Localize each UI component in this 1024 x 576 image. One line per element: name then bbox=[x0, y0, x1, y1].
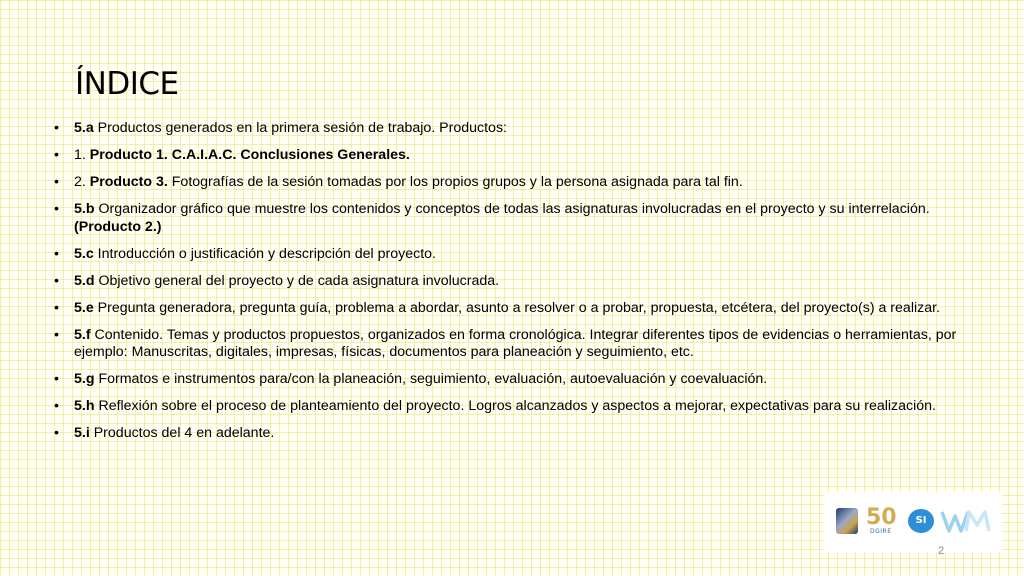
bullet-dot: • bbox=[54, 326, 59, 343]
list-item bbox=[54, 120, 984, 138]
bullet-dot: • bbox=[54, 398, 59, 414]
list-item bbox=[54, 246, 984, 264]
item-number: 5.b bbox=[74, 201, 95, 217]
item-number: 5.a bbox=[74, 120, 94, 136]
item-text: Introducción o justificación y descripción del proyecto. bbox=[93, 245, 436, 262]
page-number: 2 bbox=[938, 545, 945, 557]
item-number: 5.h bbox=[74, 398, 95, 414]
unam-crest-logo bbox=[836, 508, 858, 534]
item-text: Pregunta generadora, pregunta guía, problema a abordar, asunto a resolver o a probar, propuesta, etcétera, del proyecto(s) a realizar. bbox=[93, 299, 940, 316]
logo-panel bbox=[824, 492, 1002, 552]
item-number: 5.g bbox=[74, 371, 95, 387]
fifty-years-logo bbox=[866, 506, 900, 536]
bullet-list bbox=[54, 120, 984, 452]
list-item bbox=[54, 300, 984, 318]
item-text: Fotografías de la sesión tomadas por los propios grupos y la persona asignada para tal fin. bbox=[167, 174, 743, 190]
item-text: (Producto 2.) bbox=[74, 218, 162, 235]
bullet-dot: • bbox=[54, 425, 59, 441]
fifty-years-number: 50 bbox=[866, 505, 897, 530]
item-number: 5.c bbox=[74, 245, 94, 262]
bullet-dot: • bbox=[54, 272, 59, 289]
bullet-dot: • bbox=[54, 371, 59, 387]
item-number: 2. bbox=[74, 174, 86, 190]
si-logo: SI bbox=[908, 509, 934, 533]
list-item bbox=[54, 174, 984, 192]
wm-logo-icon bbox=[940, 506, 992, 536]
list-item bbox=[54, 327, 984, 362]
item-text: Producto 1. C.A.I.A.C. Conclusiones Generales. bbox=[85, 147, 410, 163]
list-item bbox=[54, 201, 984, 236]
item-text: Organizador gráfico que muestre los contenidos y conceptos de todas las asignaturas involucradas en el proyecto y su interrelación. bbox=[94, 201, 930, 217]
bullet-dot: • bbox=[54, 120, 59, 136]
list-item bbox=[54, 371, 984, 389]
item-text: Producto 3. bbox=[85, 174, 168, 190]
item-number: 5.f bbox=[74, 326, 91, 343]
item-text: Productos generados en la primera sesión de trabajo. Productos: bbox=[93, 120, 507, 136]
list-item bbox=[54, 398, 984, 416]
list-item bbox=[54, 273, 984, 291]
list-item bbox=[54, 425, 984, 443]
item-text: Reflexión sobre el proceso de planteamiento del proyecto. Logros alcanzados y aspectos a mejorar, expectativas para su realización. bbox=[94, 398, 936, 414]
bullet-dot: • bbox=[54, 147, 59, 163]
item-text: Formatos e instrumentos para/con la planeación, seguimiento, evaluación, autoevaluación y coevaluación. bbox=[94, 371, 768, 387]
list-item bbox=[54, 147, 984, 165]
fifty-years-caption: DGIRE bbox=[870, 528, 892, 535]
item-text: Productos del 4 en adelante. bbox=[89, 425, 275, 441]
item-text: Objetivo general del proyecto y de cada asignatura involucrada. bbox=[94, 272, 500, 289]
slide-title: ÍNDICE bbox=[75, 66, 179, 102]
bullet-dot: • bbox=[54, 201, 59, 217]
bullet-dot: • bbox=[54, 299, 59, 316]
item-number: 1. bbox=[74, 147, 86, 163]
item-number: 5.e bbox=[74, 299, 94, 316]
bullet-dot: • bbox=[54, 174, 59, 190]
bullet-dot: • bbox=[54, 245, 59, 262]
item-text: Contenido. Temas y productos propuestos, organizados en forma cronológica. Integrar diferentes tipos de evidencias o herramientas, por ejemplo: Manuscritas, digitales, impresas, físicas, documentos para planeación y seguimiento, etc. bbox=[74, 326, 957, 360]
item-number: 5.i bbox=[74, 425, 90, 441]
item-number: 5.d bbox=[74, 272, 95, 289]
